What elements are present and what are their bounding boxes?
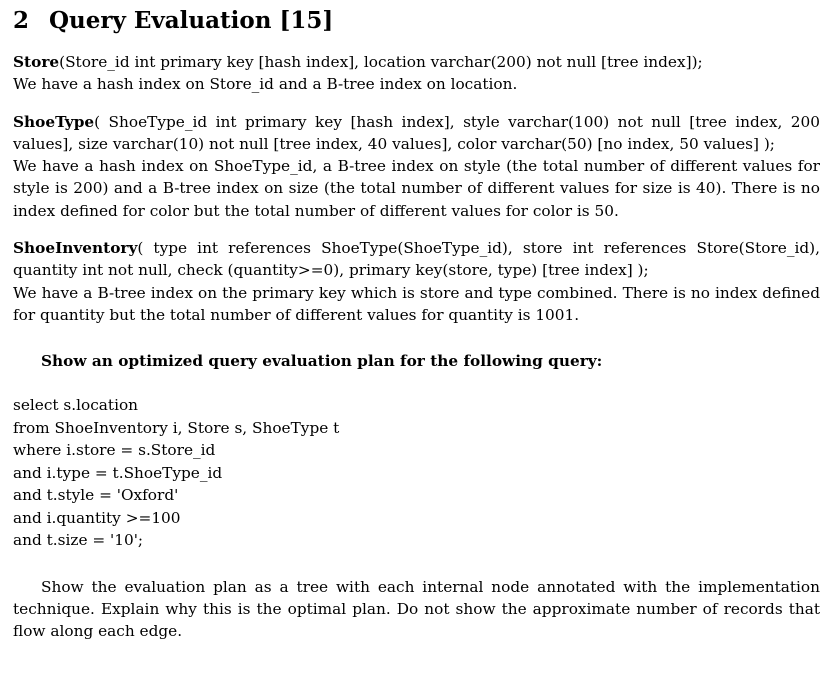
inventory-description: We have a B-tree index on the primary key which is store and type combined. There is no index defined for quantity but the total number of different values for quantity is 1001. xyxy=(13,283,820,324)
section-title: Query Evaluation [15] xyxy=(49,7,334,34)
store-paragraph xyxy=(13,51,820,96)
section-number: 2 xyxy=(13,7,30,34)
query-line: and i.quantity >=100 xyxy=(13,508,181,527)
query-line: and i.type = t.ShoeType_id xyxy=(13,463,223,482)
query-line: where i.store = s.Store_id xyxy=(13,441,216,460)
instructions-paragraph: Show the evaluation plan as a tree with each internal node annotated with the implementation technique. Explain why this is the optimal plan. Do not show the approximate number of records that flow along each edge. xyxy=(13,577,820,641)
query-line: from ShoeInventory i, Store s, ShoeType t xyxy=(13,418,340,437)
query-line: and t.style = 'Oxford' xyxy=(13,486,179,505)
store-schema: (Store_id int primary key [hash index], location varchar(200) not null [tree index]); xyxy=(59,53,703,71)
shoetype-description: We have a hash index on ShoeType_id, a B-tree index on style (the total number of different values for style is 200) and a B-tree index on size (the total number of different values for size is 40). There is no index defined for color but the total number of different values for color is 50. xyxy=(13,157,820,220)
shoetype-schema: ( ShoeType_id int primary key [hash index], style varchar(100) not null [tree index, 200 values], size varchar(10) not null [tree index, 40 values], color varchar(50) [no index, 50 values] ); xyxy=(13,112,820,153)
shoetype-table-name: ShoeType xyxy=(13,112,95,131)
query-line: and t.size = '10'; xyxy=(13,531,144,550)
store-description: We have a hash index on Store_id and a B-tree index on location. xyxy=(13,75,518,94)
section-heading xyxy=(13,0,820,37)
inventory-paragraph xyxy=(13,237,820,326)
store-table-name: Store xyxy=(13,53,60,71)
shoetype-paragraph xyxy=(13,111,820,222)
task-prompt: Show an optimized query evaluation plan for the following query: xyxy=(41,352,603,371)
inventory-schema: ( type int references ShoeType(ShoeType_id), store int references Store(Store_id), quantity int not null, check (quantity>=0), primary key(store, type) [tree index] ); xyxy=(13,239,820,280)
query-line: select s.location xyxy=(13,396,139,415)
inventory-table-name: ShoeInventory xyxy=(13,239,138,258)
sql-query xyxy=(13,394,820,552)
